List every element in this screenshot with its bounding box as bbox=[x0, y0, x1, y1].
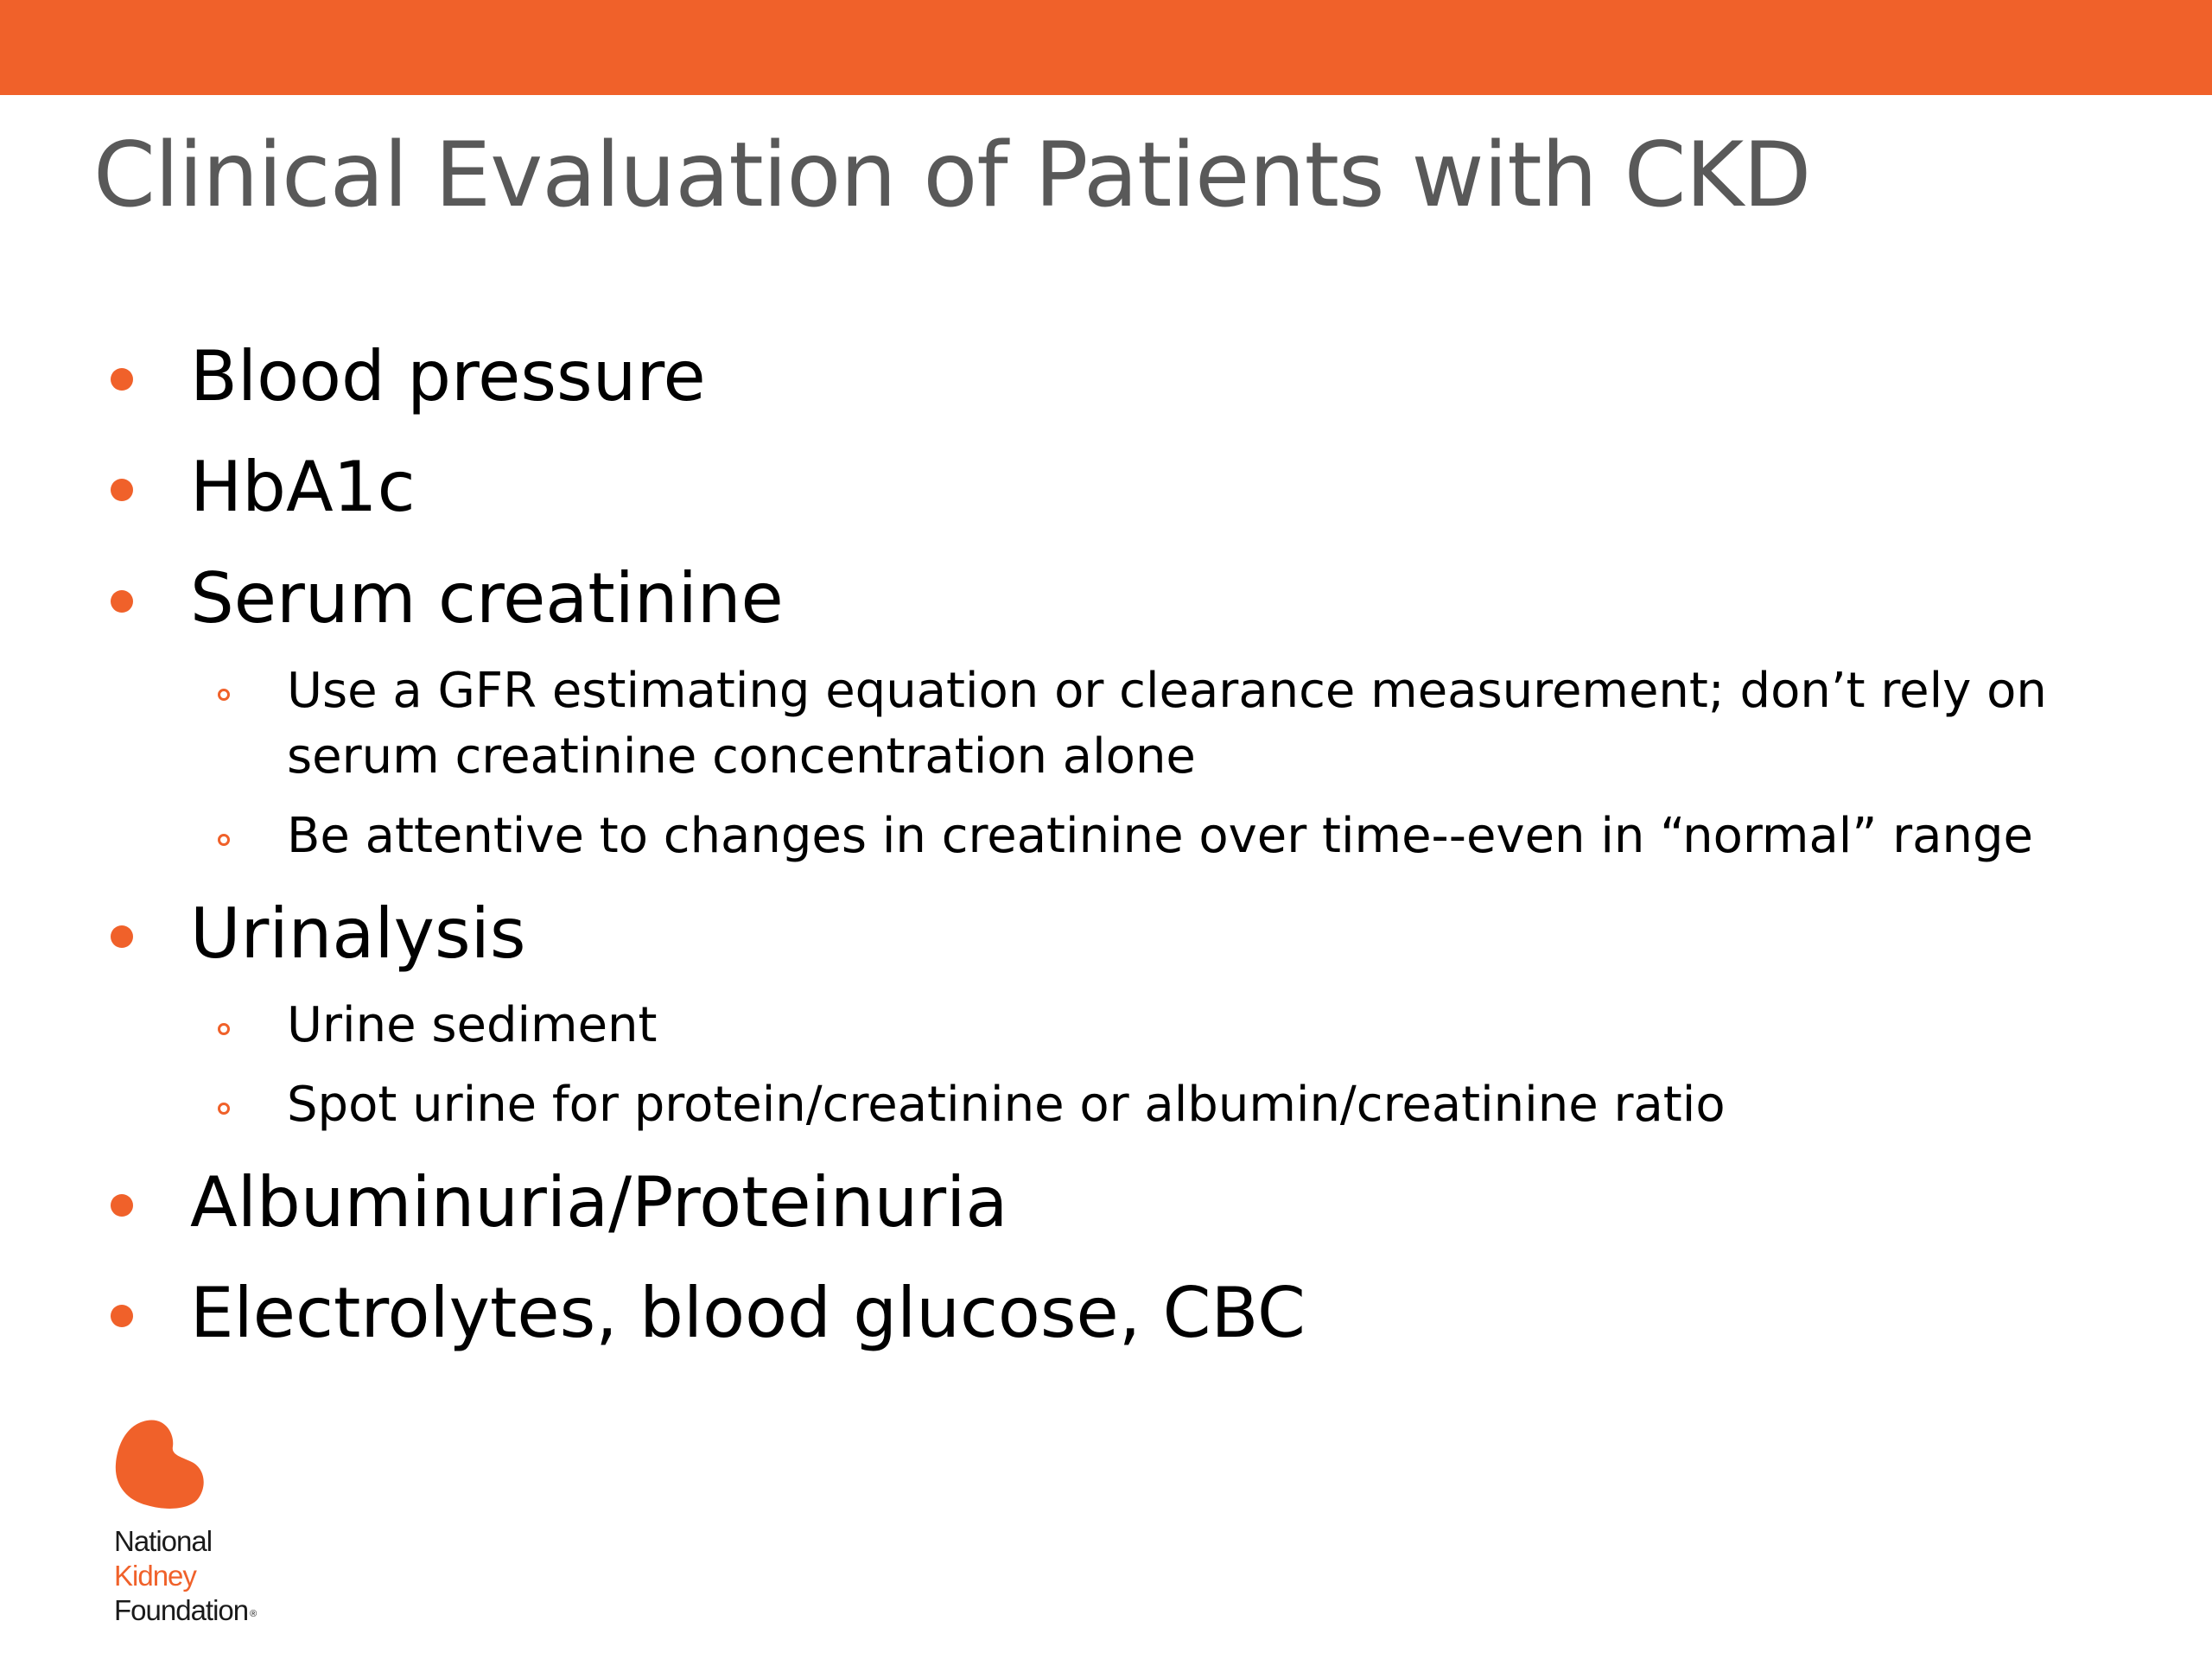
bullet-text: Serum creatinine bbox=[190, 558, 784, 639]
bullet-dot-icon bbox=[111, 479, 133, 501]
bullet-dot-icon bbox=[111, 925, 133, 948]
subitem-urine-sediment bbox=[287, 993, 658, 1058]
bullet-hba1c bbox=[190, 444, 416, 531]
bullet-urinalysis bbox=[190, 891, 526, 977]
bullet-text: Electrolytes, blood glucose, CBC bbox=[190, 1273, 1306, 1353]
slide-title: Clinical Evaluation of Patients with CKD bbox=[93, 124, 1811, 227]
bullet-text: Albuminuria/Proteinuria bbox=[190, 1162, 1008, 1243]
bullet-text: Urinalysis bbox=[190, 893, 526, 974]
bullet-dot-icon bbox=[111, 590, 133, 613]
bullet-dot-icon bbox=[111, 368, 133, 391]
subitem-creatinine-changes bbox=[287, 804, 2033, 869]
bullet-dot-icon bbox=[111, 1194, 133, 1217]
subitem-text: Urine sediment bbox=[287, 997, 658, 1053]
nkf-logo bbox=[112, 1417, 302, 1642]
bullet-serum-creatinine bbox=[190, 556, 784, 642]
sub-bullet-ring-icon bbox=[218, 689, 230, 701]
logo-wordmark bbox=[114, 1524, 256, 1628]
sub-bullet-ring-icon bbox=[218, 1103, 230, 1115]
subitem-spot-urine bbox=[287, 1072, 1726, 1138]
bullet-dot-icon bbox=[111, 1305, 133, 1327]
sub-bullet-ring-icon bbox=[218, 1023, 230, 1035]
logo-line-foundation bbox=[114, 1593, 256, 1628]
subitem-text: Spot urine for protein/creatinine or albumin/creatinine ratio bbox=[287, 1077, 1726, 1133]
bullet-blood-pressure bbox=[190, 334, 706, 420]
bullet-albuminuria bbox=[190, 1160, 1007, 1246]
logo-line-kidney: Kidney bbox=[114, 1560, 196, 1592]
subitem-text: Be attentive to changes in creatinine over time--even in “normal” range bbox=[287, 808, 2033, 864]
sub-bullet-ring-icon bbox=[218, 834, 230, 846]
bullet-text: Blood pressure bbox=[190, 336, 706, 416]
bullet-text: HbA1c bbox=[190, 447, 416, 527]
registered-mark: ® bbox=[250, 1609, 257, 1619]
bullet-electrolytes bbox=[190, 1270, 1306, 1357]
subitem-gfr-equation bbox=[287, 658, 2084, 790]
logo-foundation-text: Foundation bbox=[114, 1594, 249, 1626]
logo-line-national: National bbox=[114, 1525, 213, 1557]
kidney-icon bbox=[112, 1417, 207, 1512]
subitem-text: Use a GFR estimating equation or clearance measurement; don’t rely on serum creatinine concentration alone bbox=[287, 663, 2047, 785]
